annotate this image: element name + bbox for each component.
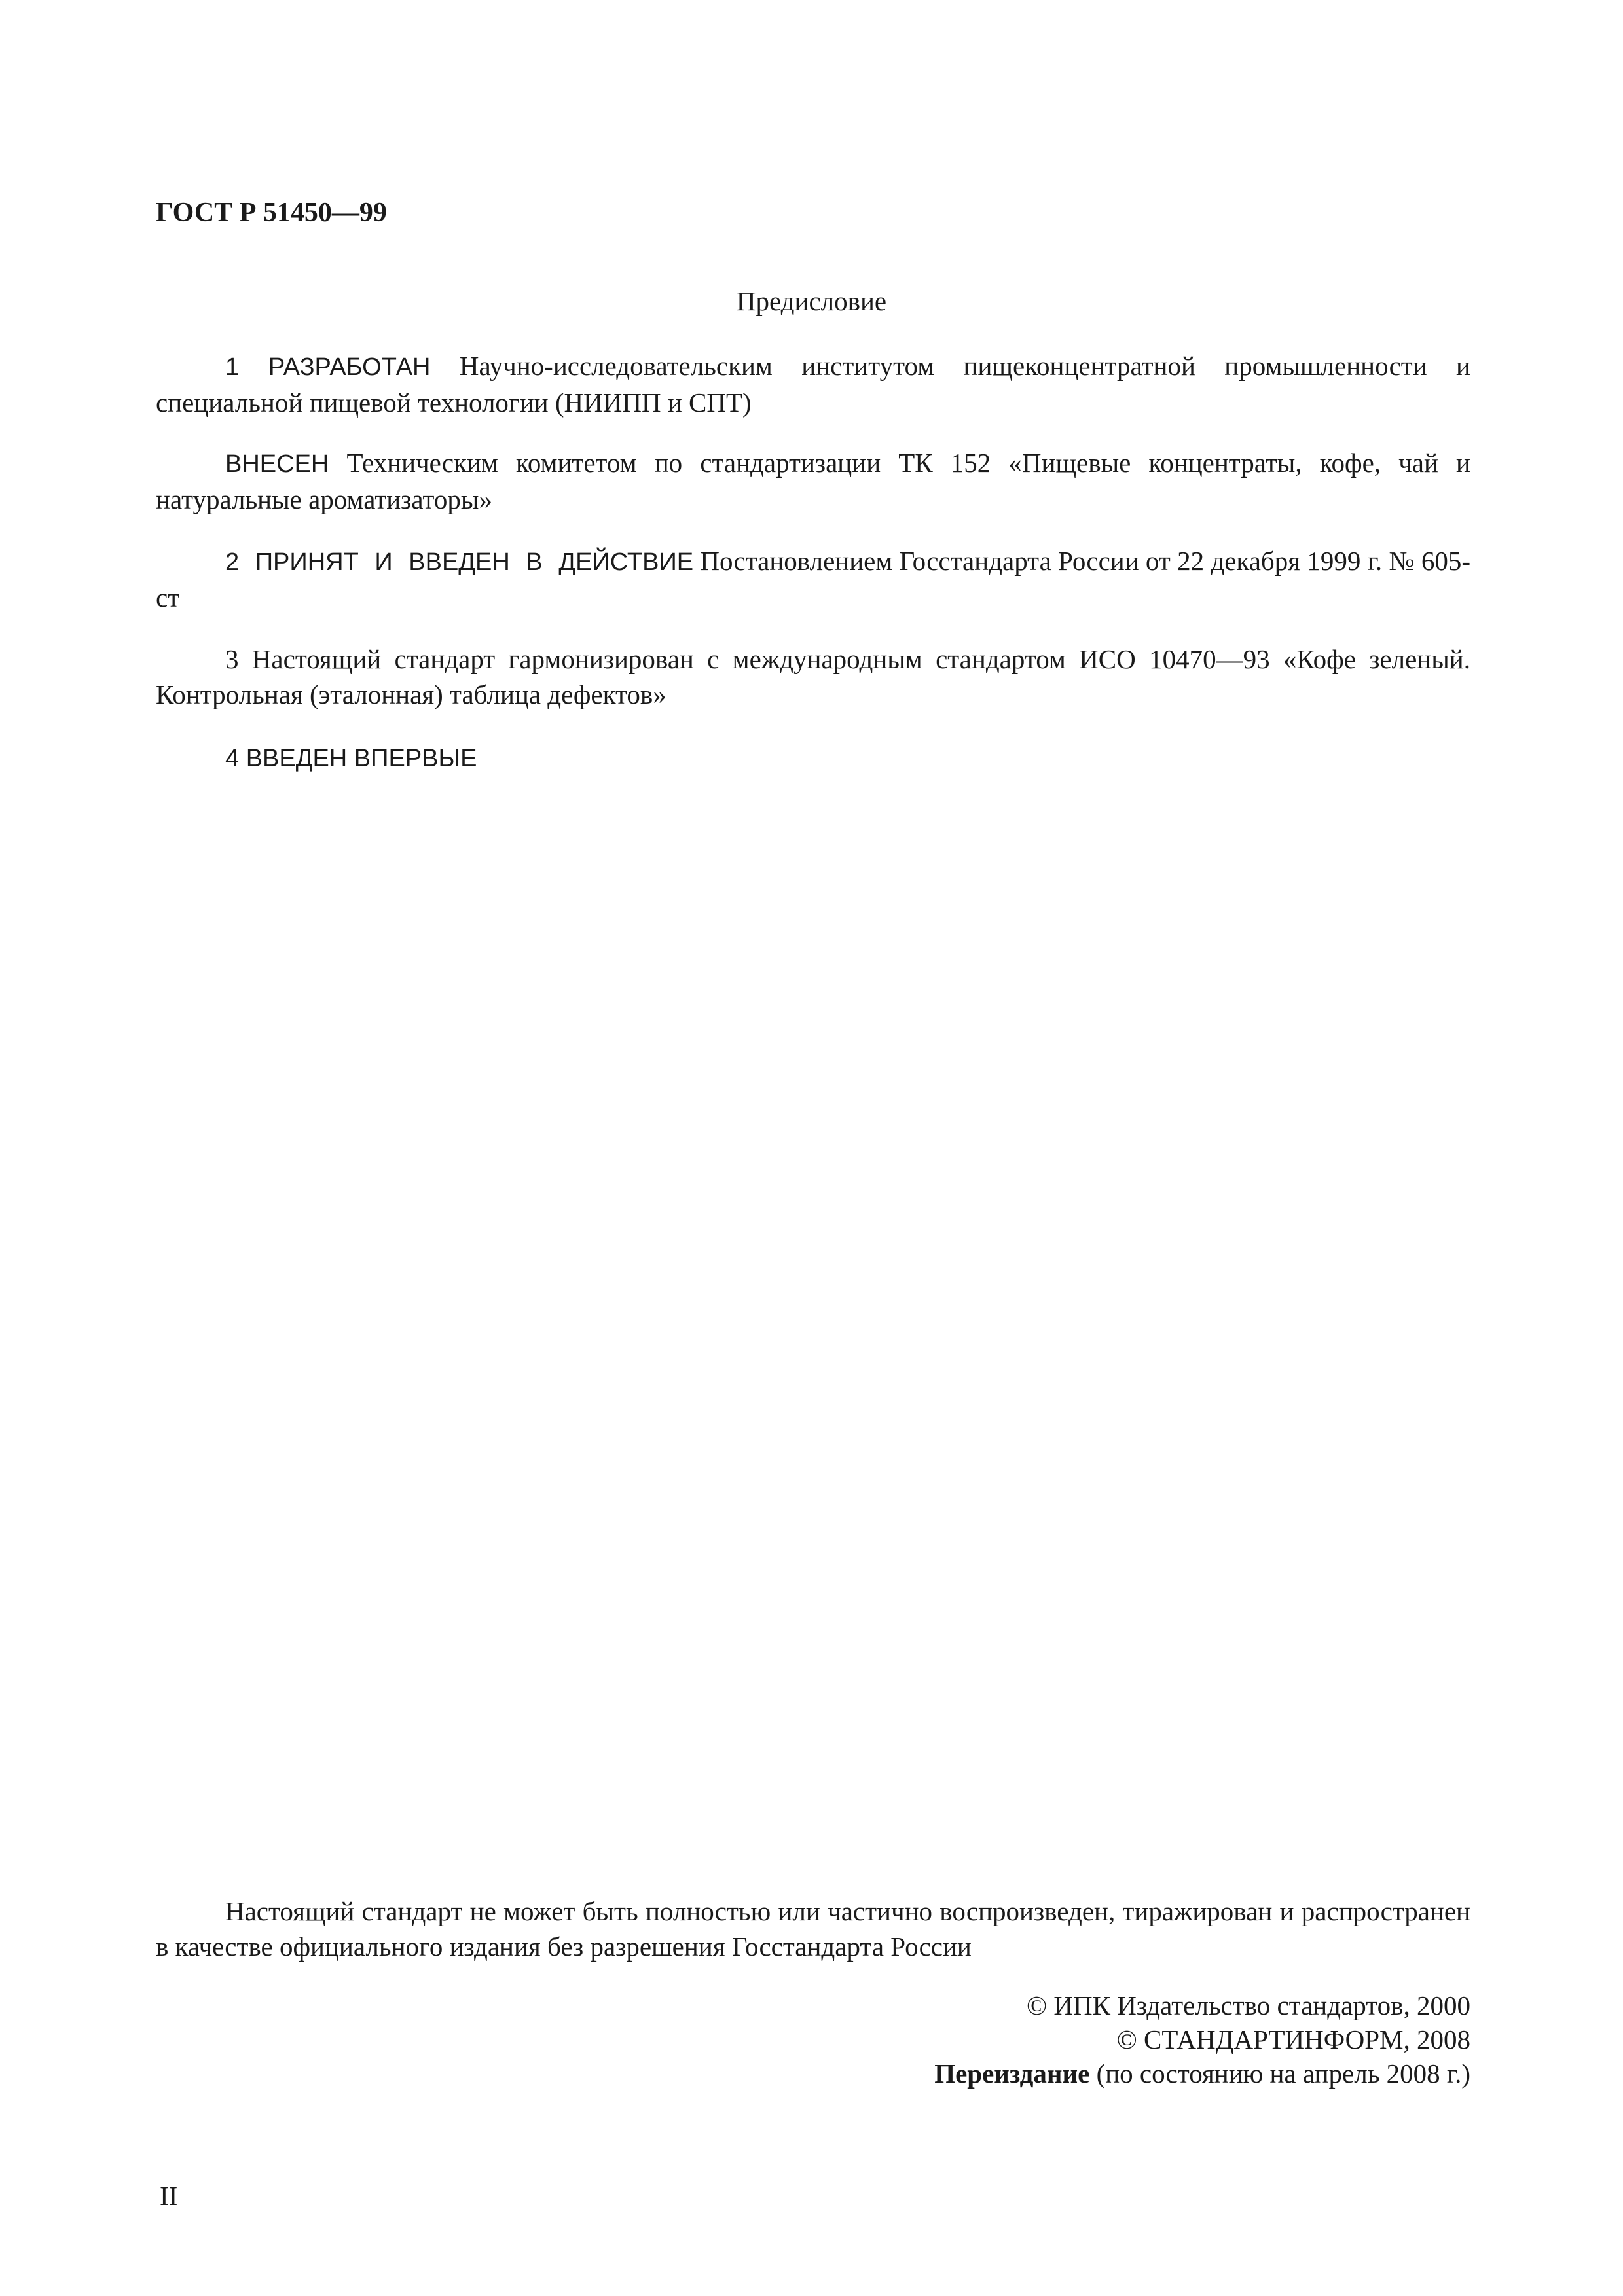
preface-item-harmonized: 3 Настоящий стандарт гармонизирован с международным стандартом ИСО 10470—93 «Кофе зеленый. Контрольная (эталонная) таблица дефектов»	[156, 644, 1470, 709]
preface-item-adopted-lead: 2 ПРИНЯТ И ВВЕДЕН В ДЕЙСТВИЕ	[225, 548, 694, 576]
copyright-line-1: © ИПК Издательство стандартов, 2000	[1026, 1990, 1470, 2020]
preface-item-first-introduced	[156, 740, 1470, 776]
copyright-line-2: © СТАНДАРТИНФОРМ, 2008	[1116, 2024, 1470, 2054]
preface-item-first-introduced-lead: 4 ВВЕДЕН ВПЕРВЫЕ	[225, 745, 477, 772]
reissue-line	[934, 2056, 1470, 2090]
preface-item-developed	[156, 348, 1470, 420]
preface-item-submitted	[156, 445, 1470, 517]
preface-item-adopted-text: Постановлением Госстандарта России от 22 декабря 1999 г. № 605-ст	[156, 546, 1470, 613]
reissue-label: Переиздание	[934, 2058, 1090, 2089]
preface-item-adopted	[156, 543, 1470, 615]
preface-title: Предисловие	[736, 286, 887, 316]
reissue-text: (по состоянию на апрель 2008 г.)	[1089, 2058, 1470, 2089]
copyright-block	[934, 1988, 1470, 2090]
preface-item-developed-lead: 1 РАЗРАБОТАН	[225, 353, 431, 381]
reproduction-notice: Настоящий стандарт не может быть полностью или частично воспроизведен, тиражирован и распространен в качестве официального издания без разрешения Госстандарта России	[156, 1896, 1470, 1962]
preface-item-submitted-lead: ВНЕСЕН	[225, 450, 329, 478]
page-number: II	[160, 2181, 178, 2211]
preface-item-submitted-text: Техническим комитетом по стандартизации ТК 152 «Пищевые концентраты, кофе, чай и натуральные ароматизаторы»	[156, 448, 1470, 514]
preface-item-developed-text: Научно-исследовательским институтом пищеконцентратной промышленности и специальной пищевой технологии (НИИПП и СПТ)	[156, 351, 1470, 418]
document-id: ГОСТ Р 51450—99	[156, 198, 387, 228]
